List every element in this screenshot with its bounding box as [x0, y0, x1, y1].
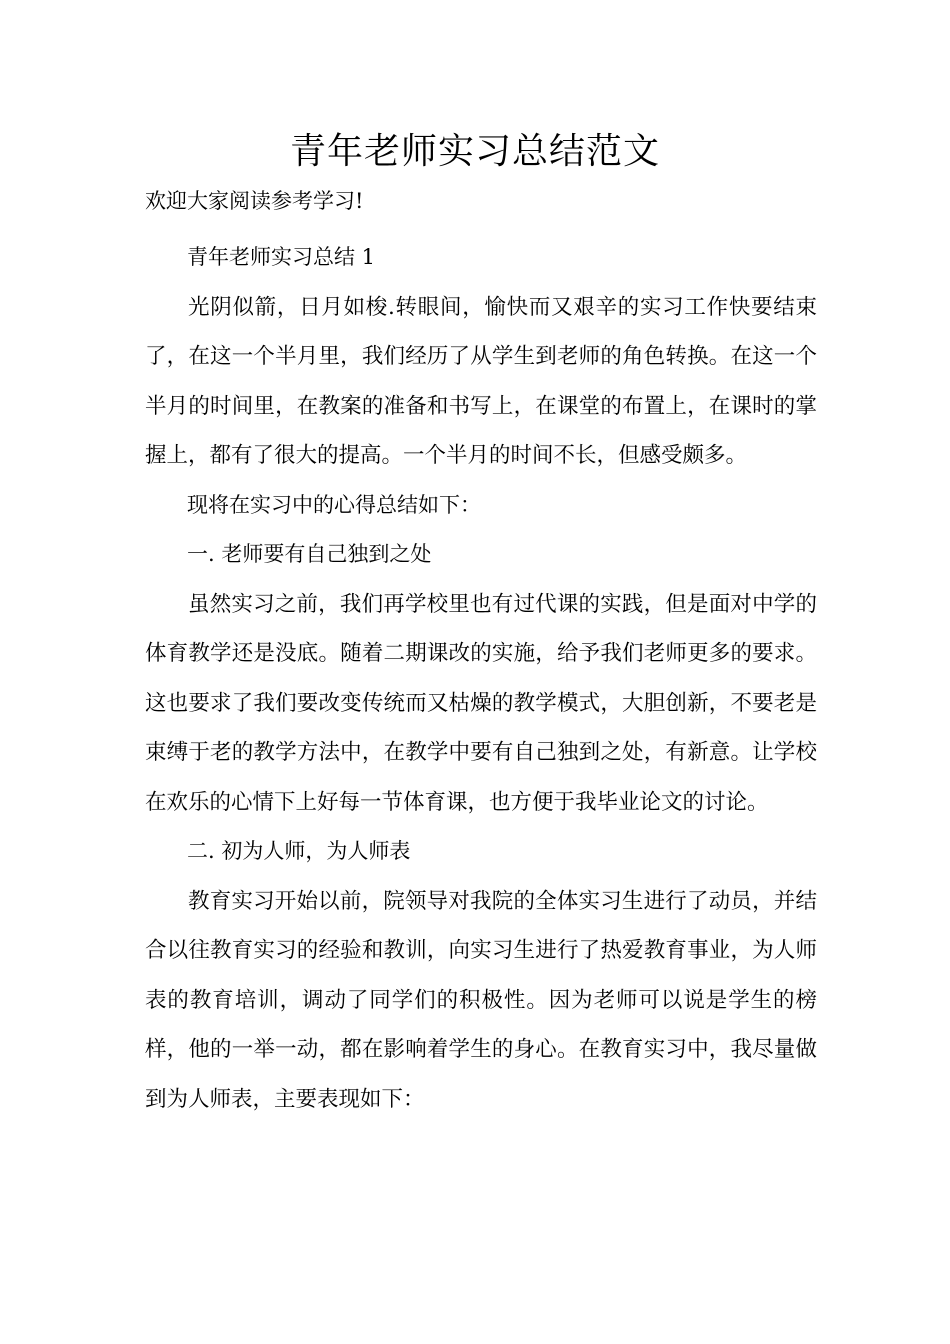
- paragraph-intro: 光阴似箭，日月如梭.转眼间，愉快而又艰辛的实习工作快要结束了，在这一个半月里，我们经历了从学生到老师的角色转换。在这一个半月的时间里，在教案的准备和书写上，在课堂的布置上，在课时的掌握上，都有了很大的提高。一个半月的时间不长，但感受颇多。: [145, 294, 817, 468]
- paragraph-lead-in: 现将在实习中的心得总结如下：: [187, 492, 481, 517]
- greeting-line: 欢迎大家阅读参考学习!: [145, 189, 364, 213]
- paragraph-section-2: 教育实习开始以前，院领导对我院的全体实习生进行了动员，并结合以往教育实习的经验和教训，向实习生进行了热爱教育事业，为人师表的教育培训，调动了同学们的积极性。因为老师可以说是学生的榜样，他的一举一动，都在影响着学生的身心。在教育实习中，我尽量做到为人师表，主要表现如下：: [145, 888, 817, 1112]
- section-heading-2: 二. 初为人师，为人师表: [187, 839, 411, 863]
- document-body: [145, 233, 817, 1124]
- section-heading-summary-1: 青年老师实习总结 1: [187, 245, 376, 269]
- paragraph-section-1: 虽然实习之前，我们再学校里也有过代课的实践，但是面对中学的体育教学还是没底。随着二期课改的实施，给予我们老师更多的要求。这也要求了我们要改变传统而又枯燥的教学模式，大胆创新，不要老是束缚于老的教学方法中，在教学中要有自己独到之处，有新意。让学校在欢乐的心情下上好每一节体育课，也方便于我毕业论文的讨论。: [145, 591, 817, 815]
- section-heading-1: 一. 老师要有自己独到之处: [187, 542, 432, 566]
- document-title: 青年老师实习总结范文: [289, 131, 660, 172]
